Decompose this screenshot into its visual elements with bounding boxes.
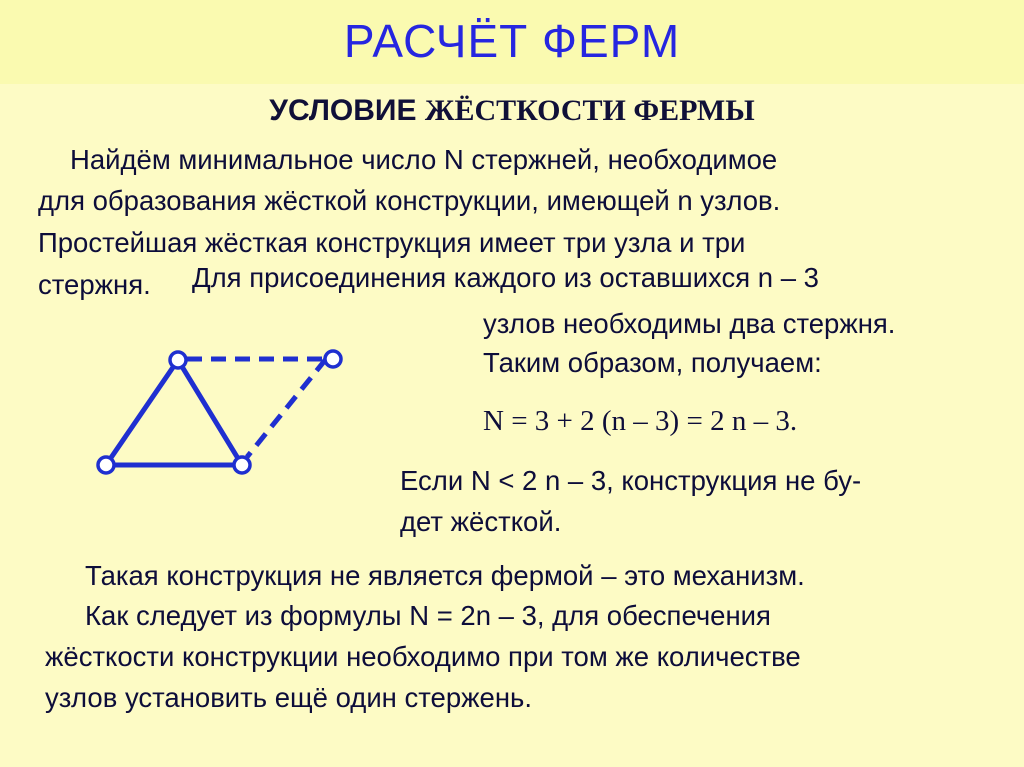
truss-diagram — [90, 345, 360, 485]
conclusion-line-1: Такая конструкция не является фермой – это механизм. — [85, 560, 805, 591]
paragraph2-line-1: Для присоединения каждого из оставшихся n – 3 — [192, 262, 819, 293]
added-rod-diagonal — [247, 359, 326, 457]
node-bottom-right — [234, 457, 250, 473]
paragraph2-line-2: узлов необходимы два стержня. — [483, 308, 896, 339]
truss-rod-right — [178, 360, 242, 465]
node-top — [170, 352, 186, 368]
formula: N = 3 + 2 (n – 3) = 2 n – 3. — [483, 405, 798, 437]
section-heading — [0, 94, 1024, 128]
slide-title: РАСЧЁТ ФЕРМ — [343, 15, 681, 67]
paragraph1-line-1: Найдём минимальное число N стержней, необходимое — [70, 144, 778, 175]
condition-line-1: Если N < 2 n – 3, конструкция не бу- — [400, 465, 862, 496]
node-added — [325, 351, 341, 367]
conclusion-line-2: Как следует из формулы N = 2n – 3, для обеспечения — [85, 600, 771, 631]
paragraph1-line-4: стержня. — [38, 269, 151, 300]
condition-line-2: дет жёсткой. — [400, 506, 562, 537]
heading-part-2: ЖЁСТКОСТИ ФЕРМЫ — [424, 94, 755, 127]
conclusion-line-4: узлов установить ещё один стержень. — [45, 682, 532, 713]
paragraph1-line-2: для образования жёсткой конструкции, имеющей n узлов. — [38, 185, 781, 216]
heading-part-1: УСЛОВИЕ — [269, 94, 425, 127]
conclusion-line-3: жёсткости конструкции необходимо при том же количестве — [45, 641, 801, 672]
paragraph2-line-3: Таким образом, получаем: — [483, 347, 822, 378]
truss-rod-left — [106, 360, 178, 465]
paragraph1-line-3: Простейшая жёсткая конструкция имеет три узла и три — [38, 227, 746, 258]
node-bottom-left — [98, 457, 114, 473]
